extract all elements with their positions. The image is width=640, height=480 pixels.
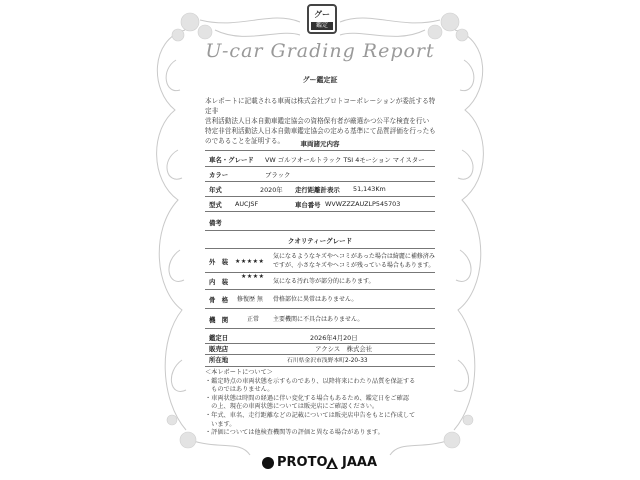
vehicle-color-value: ブラック [265,171,291,179]
quality-section-title: クオリティーグレード [287,237,353,245]
mechanical-label: 機 関 [209,316,229,324]
exterior-text-line-1: 気になるようなキズやヘコミがあった場合は綺麗に補修済み [273,253,435,260]
note-line: ものではありません。 [205,386,274,394]
divider [205,230,435,231]
divider [205,308,435,309]
interior-row [205,272,435,289]
appraisal-date-value: 2026年4月20日 [310,334,358,342]
vehicle-name-row [205,151,435,166]
badge-line-2: 鑑定 [311,22,333,30]
vehicle-section-title: 車両諸元内容 [300,140,340,148]
vehicle-name-label: 車名・グレード [209,156,254,164]
mileage-value: 51,143Km [353,185,386,193]
vehicle-name-value: VW ゴルフオールトラック TSI 4モーション マイスター [265,156,425,164]
address-label: 所在地 [209,356,229,364]
divider [205,289,435,290]
vehicle-year-value: 2020年 [260,186,283,194]
mechanical-text: 主要機関に不具合はありません。 [273,316,364,323]
model-label: 型式 [209,201,222,209]
remarks-row [205,214,435,229]
frame-row [205,291,435,308]
jaaa-logo-text: JAAA [342,455,378,470]
frame-text: 骨格部位に異常はありません。 [273,296,358,303]
exterior-text-line-2: ですが、小さなキズやヘコミが残っている場合もあります。 [273,262,435,269]
chassis-label: 車台番号 [295,201,321,209]
model-value: AUCJSF [235,200,259,208]
vehicle-model-row [205,196,435,211]
intro-line: 本レポートに記載される車両は株式会社プロトコーポレーションが委託する特定非 [205,97,436,115]
proto-logo-text: PROTO [277,455,328,470]
frame-value: 修復歴 無 [237,296,263,303]
report-subtitle: グー鑑定証 [302,76,338,84]
note-line: ・年式、車名、走行距離などの記載については販売店申告をもとに作成して [205,411,416,419]
vehicle-year-row [205,181,435,196]
vehicle-year-label: 年式 [209,186,222,194]
mechanical-value: 正常 [247,316,260,323]
note-line: ・評価については他検査機関等の評価と異なる場合があります。 [205,429,384,437]
vehicle-color-row [205,166,435,181]
note-line: ・車両状態は時間の経過に伴い変化する場合もあるため、鑑定日をご確認 [205,394,409,402]
proto-logo-icon [262,457,274,469]
report-notes [205,369,437,438]
remarks-label: 備考 [209,219,222,227]
note-line: ・鑑定時点の車両状態を示すものであり、以降将来にわたり品質を保証する [205,377,416,385]
divider [205,248,435,249]
exterior-row [205,250,435,272]
dealer-label: 販売店 [209,345,229,353]
interior-text: 気になる汚れ等が部分的にあります。 [273,278,375,285]
mileage-label: 走行距離計表示 [295,186,340,194]
vehicle-color-label: カラー [209,171,229,179]
divider [205,211,435,212]
jaaa-logo-icon [326,457,338,469]
report-title: U-car Grading Report [205,40,435,62]
frame-label: 骨 格 [209,296,229,304]
intro-line: のであることを証明する。 [205,137,285,145]
goo-appraisal-badge [307,4,337,34]
note-line: ＜本レポートについて＞ [205,369,273,376]
footer-logos [0,455,640,475]
address-value: 石川県金沢市浅野本町2-20-33 [287,358,368,364]
exterior-label: 外 装 [209,258,229,266]
badge-line-1: グー [314,10,330,19]
interior-stars: ★★★★ [241,273,265,280]
note-line: の上、現在の車両状態については販売店にご確認ください。 [205,403,379,411]
dealer-value: アクシス 株式会社 [315,345,373,353]
mechanical-row [205,311,435,328]
address-row [205,351,435,366]
chassis-value: WVWZZZAUZLP545703 [325,200,401,208]
note-line: います。 [205,420,236,428]
intro-line: 営利活動法人日本自動車鑑定協会の資格保有者が厳選かつ公平な検査を行い [205,117,430,125]
exterior-stars: ★★★★★ [235,258,265,265]
interior-label: 内 装 [209,278,229,286]
divider [205,366,435,367]
intro-line: 特定非営利活動法人日本自動車鑑定協会の定める基準にて品質評価を行ったも [205,127,436,135]
appraisal-date-label: 鑑定日 [209,334,229,342]
